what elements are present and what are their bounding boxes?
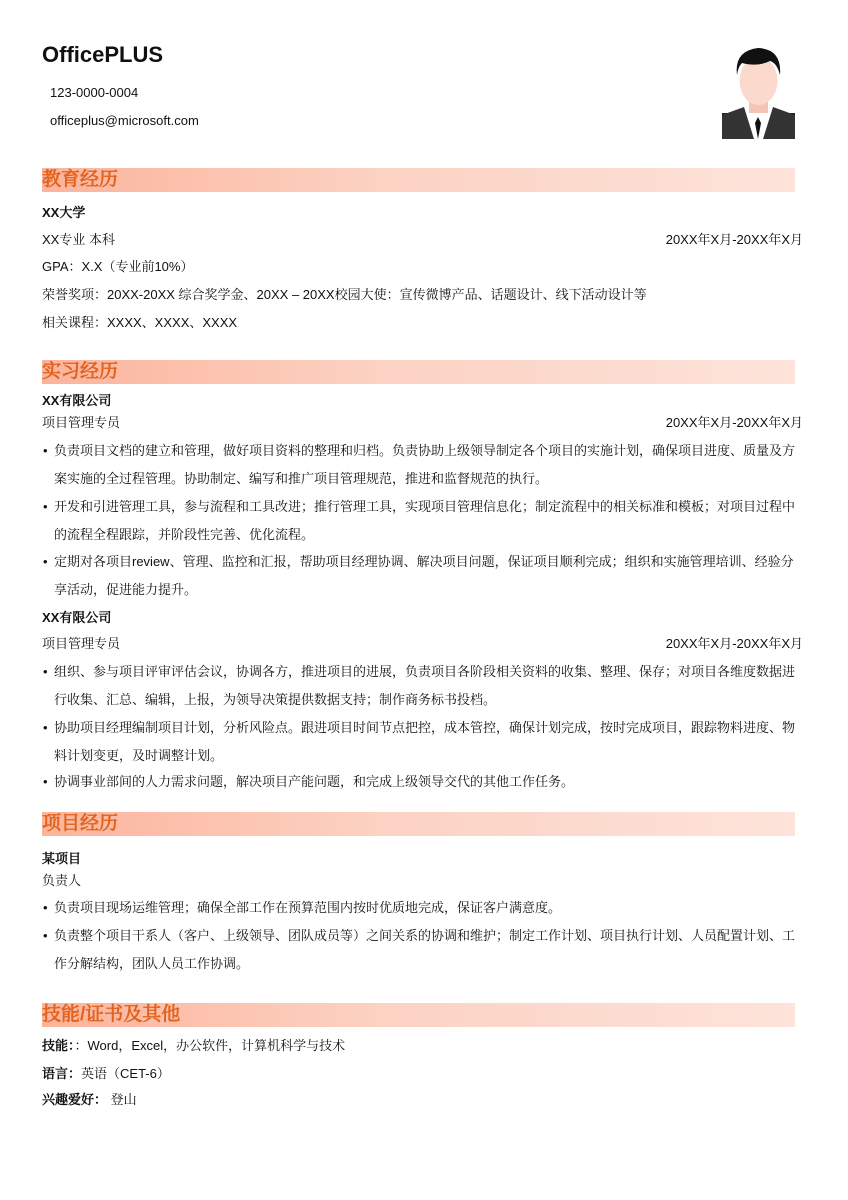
courses: 相关课程：XXXX、XXXX、XXXX <box>42 315 238 330</box>
language-value: 英语（CET-6） <box>81 1066 170 1081</box>
hobby-line <box>42 1086 137 1114</box>
list-item: • 组织、参与项目评审评估会议，协调各方，推进项目的进展，负责项目各阶段相关资料的收集、整理、保存；对项目各维度数据进行收集、汇总、编辑，上报，为领导决策提供数据支持；制作商务标书投档。 <box>42 658 802 714</box>
language-line <box>42 1060 170 1088</box>
school-name: XX大学 <box>42 205 86 220</box>
list-item: • 负责整个项目干系人（客户、上级领导、团队成员等）之间关系的协调和维护；制定工作计划、项目执行计划、人员配置计划、工作分解结构，团队人员工作协调。 <box>42 922 802 978</box>
skills-line <box>42 1032 345 1060</box>
list-item: • 开发和引进管理工具，参与流程和工具改进；推行管理工具，实现项目管理信息化；制定流程中的相关标准和模板；对项目过程中的流程全程跟踪，并阶段性完善、优化流程。 <box>42 493 802 549</box>
list-item: • 协调事业部间的人力需求问题，解决项目产能问题，和完成上级领导交代的其他工作任务。 <box>42 768 802 796</box>
skills-label: 技能： <box>42 1038 75 1053</box>
company-name: XX有限公司 <box>42 610 112 625</box>
avatar <box>722 45 795 139</box>
section-header-project <box>42 812 795 836</box>
hobby-label: 兴趣爱好： <box>42 1092 108 1107</box>
major: XX专业 本科 <box>42 232 115 247</box>
candidate-name: OfficePLUS <box>42 42 164 67</box>
education-period: 20XX年X月-20XX年X月 <box>665 232 803 247</box>
project-role: 负责人 <box>42 873 82 888</box>
list-item: • 负责项目现场运维管理；确保全部工作在预算范围内按时优质地完成，保证客户满意度。 <box>42 894 802 922</box>
language-label: 语言： <box>42 1066 82 1081</box>
section-header-internship <box>42 360 795 384</box>
section-header-skills <box>42 1003 795 1027</box>
hobby-value: 登山 <box>107 1092 137 1107</box>
job-role: 项目管理专员 <box>42 415 121 430</box>
list-item: • 定期对各项目review、管理、监控和汇报，帮助项目经理协调、解决项目问题，保证项目顺利完成；组织和实施管理培训、经验分享活动，促进能力提升。 <box>42 548 802 604</box>
section-title: 实习经历 <box>42 361 119 382</box>
section-title: 技能/证书及其他 <box>42 1004 181 1025</box>
gpa: GPA：X.X（专业前10%） <box>42 259 194 274</box>
honors: 荣誉奖项：20XX-20XX 综合奖学金、20XX – 20XX校园大使：宣传微博产品、话题设计、线下活动设计等 <box>42 287 647 302</box>
section-title: 项目经历 <box>42 813 119 834</box>
email: officeplus@microsoft.com <box>50 113 199 128</box>
section-header-education <box>42 168 795 192</box>
skills-value: ：Word，Excel，办公软件，计算机科学与技术 <box>74 1038 346 1053</box>
section-title: 教育经历 <box>42 169 119 190</box>
job-role: 项目管理专员 <box>42 636 121 651</box>
list-item: • 协助项目经理编制项目计划，分析风险点。跟进项目时间节点把控，成本管控，确保计划完成，按时完成项目，跟踪物料进度、物料计划变更，及时调整计划。 <box>42 714 802 770</box>
phone: 123-0000-0004 <box>50 85 139 100</box>
company-name: XX有限公司 <box>42 393 112 408</box>
job-period: 20XX年X月-20XX年X月 <box>665 636 803 651</box>
list-item: • 负责项目文档的建立和管理，做好项目资料的整理和归档。负责协助上级领导制定各个项目的实施计划，确保项目进度、质量及方案实施的全过程管理。协助制定、编写和推广项目管理规范，推进和监督规范的执行。 <box>42 437 802 493</box>
job-period: 20XX年X月-20XX年X月 <box>665 415 803 430</box>
project-name: 某项目 <box>42 851 82 866</box>
